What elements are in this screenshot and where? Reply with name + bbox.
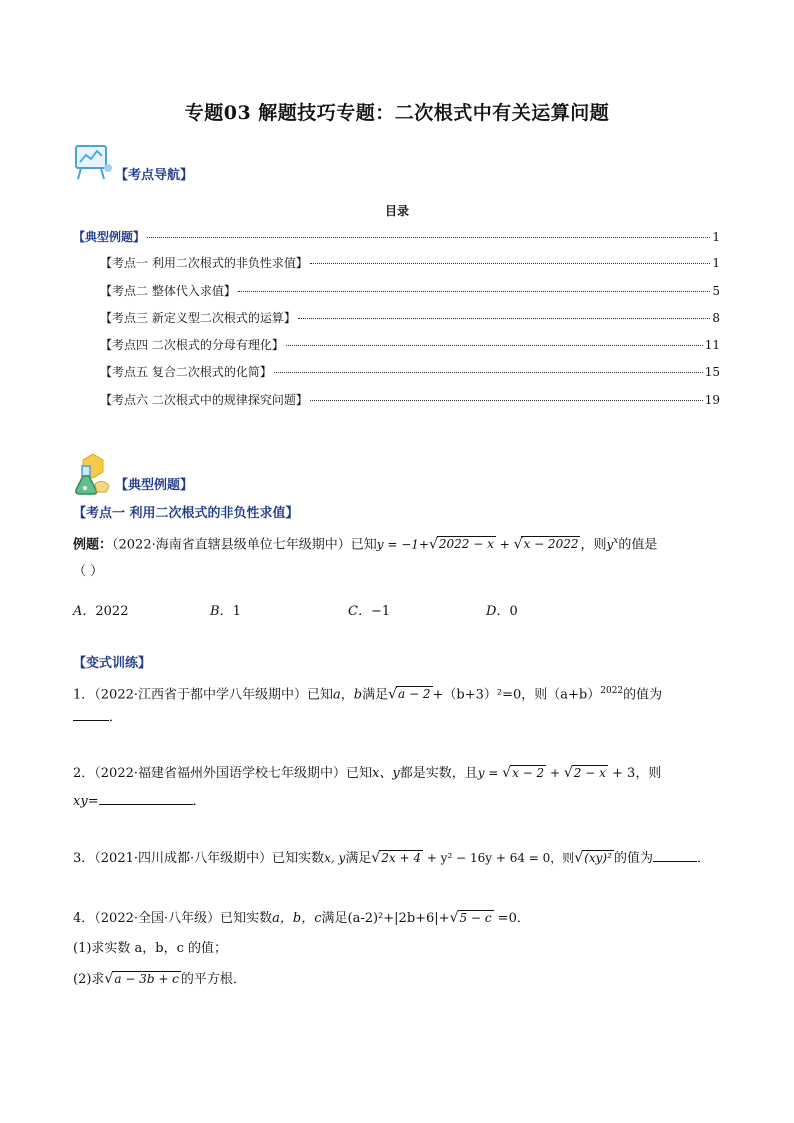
radicand: 2x + 4 — [381, 851, 421, 865]
sqrt-symbol-icon: √ — [502, 765, 512, 781]
var-xy: xy — [73, 794, 88, 809]
choice-letter: B． — [210, 604, 233, 619]
question-text: 的值为 — [623, 687, 663, 703]
radicand: 5 − c — [459, 911, 492, 925]
question-text: 满足 — [345, 851, 372, 866]
question-text: + 3，则 — [607, 766, 662, 781]
chalkboard-icon — [73, 142, 113, 182]
example-radicand-1: 2022 − x — [438, 537, 494, 552]
sqrt-symbol-icon: √ — [574, 850, 584, 866]
toc-item-label: 【考点四 二次根式的分母有理化】 — [100, 338, 284, 352]
toc-page-number: 8 — [712, 311, 720, 325]
example-answer-paren: （ ） — [73, 564, 104, 579]
question-source: （2022·福建省福州外国语学校七年级期中）已知 — [94, 766, 372, 781]
example-radicand-2: x − 2022 — [523, 537, 579, 552]
radicand: x − 2 — [512, 766, 545, 780]
radicand: 2 − x — [573, 766, 606, 780]
toc-item-label: 【考点五 复合二次根式的化简】 — [100, 365, 272, 379]
answer-blank[interactable] — [73, 708, 109, 721]
sqrt-symbol-icon: √ — [513, 536, 523, 553]
toc-item-label: 【典型例题】 — [73, 230, 146, 244]
question-number: 1． — [73, 687, 95, 703]
question-source: （2022·全国·八年级）已知实数 — [94, 911, 273, 926]
example-plus: + — [495, 537, 514, 552]
choice-letter: D． — [486, 604, 510, 619]
example-tail-2: 的值是 — [618, 537, 658, 553]
exponent: 2022 — [600, 686, 624, 696]
question-number: 2． — [73, 766, 95, 781]
example-label: 例题： — [73, 537, 113, 553]
question-text: 都是实数，且 — [399, 766, 478, 781]
question-4-part-2 — [73, 970, 246, 989]
question-text: +（b+3）²=0，则（a+b） — [432, 687, 601, 703]
var-b: b — [353, 687, 363, 703]
toc-item-label: 【考点三 新定义型二次根式的运算】 — [100, 311, 296, 325]
toc-leader — [286, 345, 703, 346]
choice-d[interactable] — [486, 600, 518, 619]
example-eq-y: y = −1+ — [376, 537, 429, 552]
toc-leader — [147, 237, 710, 238]
toc-item-label: 【考点一 利用二次根式的非负性求值】 — [100, 256, 308, 270]
answer-blank[interactable] — [99, 792, 193, 805]
example-question — [73, 532, 657, 554]
toc-page-number: 1 — [712, 256, 720, 270]
question-2-answer-line — [73, 792, 206, 811]
toc-page-number: 15 — [704, 365, 720, 379]
choice-text: 0 — [509, 604, 518, 619]
toc-item[interactable] — [100, 391, 720, 409]
question-source: （2022·江西省于都中学八年级期中）已知 — [94, 687, 333, 703]
toc-item[interactable] — [100, 254, 720, 272]
question-text: 的值为 — [613, 851, 653, 866]
sqrt-symbol-icon: √ — [428, 536, 438, 553]
question-1-blank-line — [73, 708, 122, 727]
toc-leader — [274, 372, 703, 373]
eq-y: y = — [477, 766, 503, 780]
toc-page-number: 1 — [712, 230, 720, 244]
flask-icon — [73, 452, 113, 496]
question-number: 4． — [73, 911, 95, 926]
question-number: 3． — [73, 851, 95, 866]
question-2 — [73, 764, 661, 783]
toc-page-number: 19 — [704, 393, 720, 407]
period: ． — [696, 851, 710, 866]
question-text: 满足(a-2)²+|2b+6|+ — [321, 911, 450, 926]
sqrt-symbol-icon: √ — [371, 850, 381, 866]
vars: a，b，c — [272, 911, 322, 926]
period: ． — [109, 710, 123, 725]
comma: ， — [340, 687, 354, 703]
question-4-part-1: (1)求实数 a，b，c 的值； — [73, 941, 228, 956]
example-tail: ，则 — [580, 537, 607, 553]
sqrt-symbol-icon: √ — [104, 971, 114, 987]
choice-letter: A． — [73, 604, 96, 619]
radicand: a − 2 — [398, 687, 431, 702]
toc-item[interactable] — [100, 336, 720, 354]
toc-item[interactable] — [73, 228, 720, 246]
nav-header-label: 【考点导航】 — [115, 168, 194, 183]
sqrt-symbol-icon: √ — [563, 765, 573, 781]
examples-header-label: 【典型例题】 — [115, 478, 194, 493]
question-text: (2)求 — [73, 972, 105, 987]
var-a: a — [333, 687, 341, 703]
toc-leader — [298, 318, 711, 319]
choice-text: 2022 — [95, 604, 129, 619]
toc-heading: 目录 — [384, 204, 409, 218]
choice-text: −1 — [370, 604, 391, 619]
choice-a[interactable] — [73, 600, 128, 619]
practice-header: 【变式训练】 — [73, 656, 152, 671]
vars: x, y — [324, 851, 346, 865]
page-title: 专题03 解题技巧专题：二次根式中有关运算问题 — [184, 102, 610, 124]
question-text: + y² − 16y + 64 = 0，则 — [423, 851, 575, 865]
question-text: 满足 — [362, 687, 389, 703]
equals: = — [87, 794, 99, 809]
question-1 — [73, 682, 662, 704]
toc-leader — [310, 400, 703, 401]
question-source: （2021·四川成都·八年级期中）已知实数 — [94, 851, 325, 866]
toc-page-number: 11 — [704, 338, 720, 352]
point1-header: 【考点一 利用二次根式的非负性求值】 — [73, 506, 299, 521]
toc-item[interactable] — [100, 309, 720, 327]
choice-c[interactable] — [348, 600, 390, 619]
radicand: a − 3b + c — [114, 972, 179, 986]
example-source: （2022·海南省直辖县级单位七年级期中）已知 — [112, 537, 377, 553]
answer-blank[interactable] — [653, 849, 697, 862]
choice-letter: C． — [348, 604, 371, 619]
vars: x、y — [372, 766, 400, 781]
radicand: (xy)² — [584, 851, 612, 865]
sqrt-symbol-icon: √ — [449, 910, 459, 926]
question-4 — [73, 909, 530, 928]
question-3 — [73, 849, 710, 868]
toc-item[interactable] — [100, 282, 720, 300]
toc-item[interactable] — [100, 363, 720, 381]
toc-leader — [310, 263, 711, 264]
sqrt-symbol-icon: √ — [388, 686, 398, 703]
question-text: =0． — [493, 911, 530, 926]
toc-item-label: 【考点六 二次根式中的规律探究问题】 — [100, 393, 308, 407]
choice-text: 1 — [232, 604, 241, 619]
toc-page-number: 5 — [712, 284, 720, 298]
toc-item-label: 【考点二 整体代入求值】 — [100, 284, 236, 298]
example-exponent: x — [613, 536, 619, 546]
choice-b[interactable] — [210, 600, 241, 619]
question-text: 的平方根． — [180, 972, 246, 987]
example-y: y — [606, 537, 614, 552]
toc-leader — [238, 291, 711, 292]
plus: + — [546, 766, 564, 780]
period: ． — [192, 794, 206, 809]
